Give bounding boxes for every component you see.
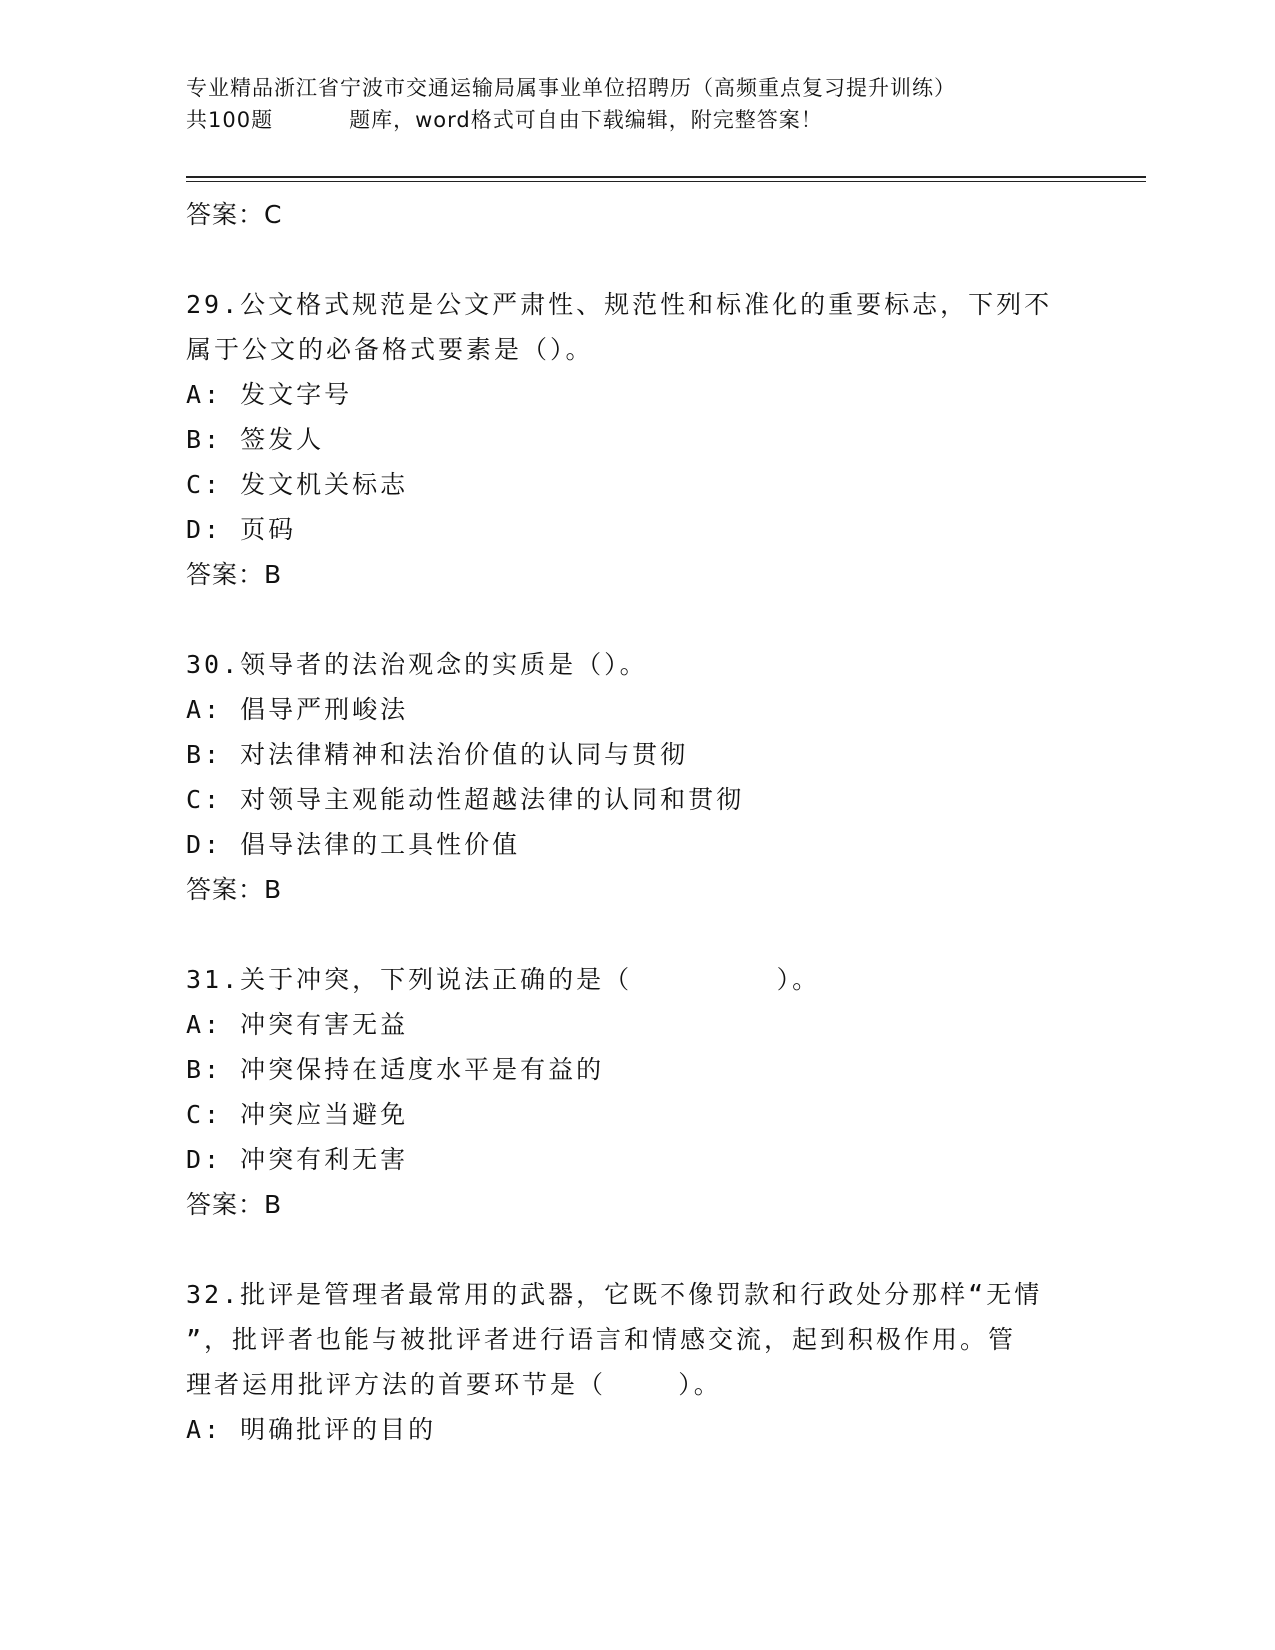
option-d: D: 倡导法律的工具性价值 (186, 830, 521, 859)
option-b: B: 冲突保持在适度水平是有益的 (186, 1055, 605, 1084)
question-content (186, 192, 1086, 1452)
header-subtitle (186, 104, 1086, 136)
option-c: C: 对领导主观能动性超越法律的认同和贯彻 (186, 785, 745, 814)
answer-line: 答案：B (186, 560, 283, 589)
answer-line: 答案：B (186, 875, 283, 904)
option-c: C: 冲突应当避免 (186, 1100, 409, 1129)
previous-answer: 答案：C (186, 200, 283, 229)
option-d: D: 页码 (186, 515, 297, 544)
header-rule-thin (186, 181, 1146, 182)
option-a: A: 倡导严刑峻法 (186, 695, 409, 724)
answer-line: 答案：B (186, 1190, 283, 1219)
question-stem-line: 31.关于冲突，下列说法正确的是（ ）。 (186, 965, 821, 994)
question-32 (186, 1272, 1086, 1452)
question-stem-line: 29.公文格式规范是公文严肃性、规范性和标准化的重要标志，下列不 (186, 290, 1053, 319)
document-header (186, 72, 1086, 136)
header-rule-thick (186, 176, 1146, 178)
question-stem-line: 30.领导者的法治观念的实质是（）。 (186, 650, 648, 679)
option-b: B: 对法律精神和法治价值的认同与贯彻 (186, 740, 689, 769)
question-stem-line: 理者运用批评方法的首要环节是（ ）。 (186, 1370, 722, 1399)
question-stem-line: 32.批评是管理者最常用的武器，它既不像罚款和行政处分那样“无情 (186, 1280, 1043, 1309)
question-31 (186, 957, 1086, 1227)
header-description: 题库，word格式可自由下载编辑，附完整答案！ (349, 108, 823, 132)
option-b: B: 签发人 (186, 425, 325, 454)
header-title: 专业精品浙江省宁波市交通运输局属事业单位招聘历（高频重点复习提升训练） (186, 76, 956, 100)
question-29 (186, 282, 1086, 597)
question-stem-line: ”，批评者也能与被批评者进行语言和情感交流，起到积极作用。管 (186, 1325, 1017, 1354)
header-question-count: 共100题 (186, 108, 274, 132)
option-c: C: 发文机关标志 (186, 470, 409, 499)
option-d: D: 冲突有利无害 (186, 1145, 409, 1174)
option-a: A: 发文字号 (186, 380, 353, 409)
option-a: A: 明确批评的目的 (186, 1415, 437, 1444)
question-30 (186, 642, 1086, 912)
option-a: A: 冲突有害无益 (186, 1010, 409, 1039)
question-stem-line: 属于公文的必备格式要素是（）。 (186, 335, 594, 364)
